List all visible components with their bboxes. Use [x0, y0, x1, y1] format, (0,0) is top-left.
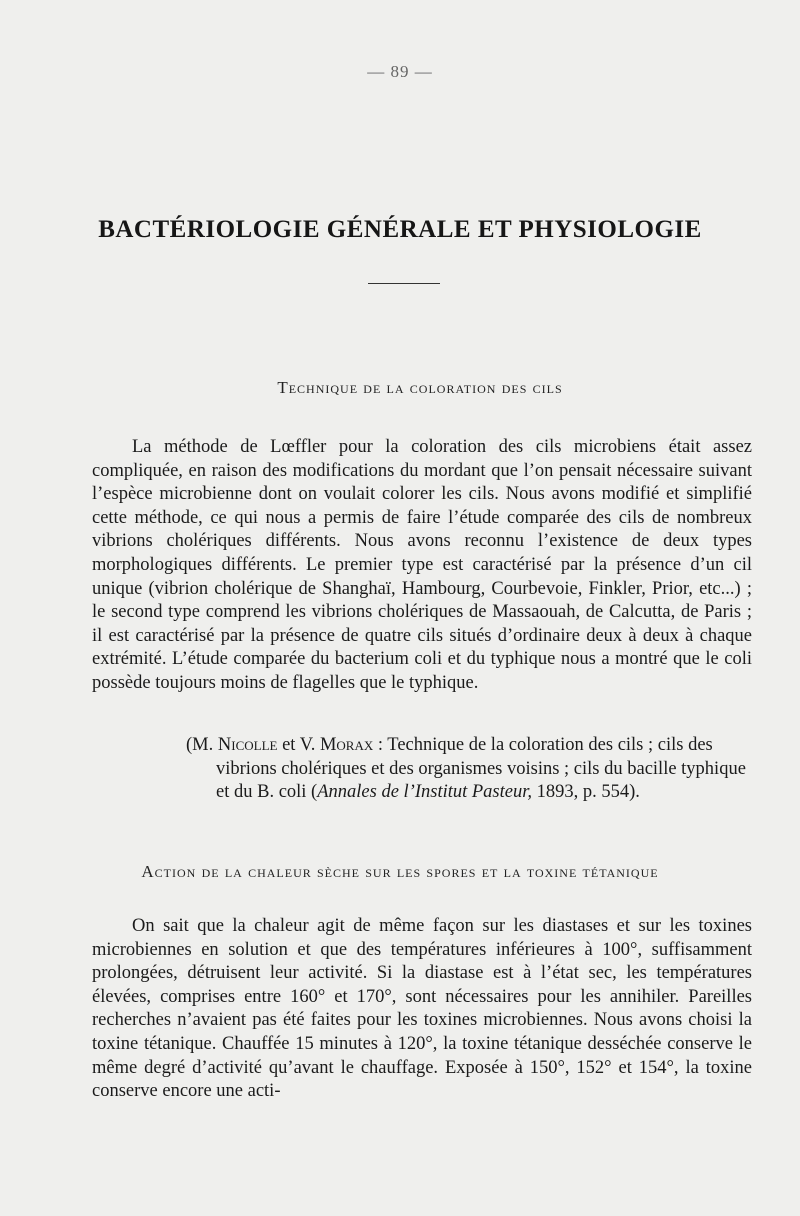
citation-nicolle-morax [186, 734, 752, 805]
page-title: BACTÉRIOLOGIE GÉNÉRALE ET PHYSIOLOGIE [98, 216, 702, 243]
citation-close: 1893, p. 554). [532, 782, 640, 803]
citation-journal: Annales de l’Institut Pasteur, [317, 782, 533, 803]
paragraph-chaleur: On sait que la chaleur agit de même façon sur les diastases et sur les toxines microbiennes en solution et que des températures inférieures à 100°, suffisamment prolongées, détruisent leur activité. Si la diastase est à l’état sec, les températures élevées, comprises entre 160° et 170°, sont nécessaires pour les annihiler. Pareilles recherches n’avaient pas été faites pour les toxines microbiennes. Nous avons choisi la toxine tétanique. Chauffée 15 minutes à 120°, la toxine tétanique desséchée conserve le même degré d’activité qu’avant le chauffage. Exposée à 150°, 152° et 154°, la toxine conserve encore une acti- [92, 916, 752, 1102]
citation-open: (M. [186, 735, 218, 755]
citation-and: et V. [277, 735, 320, 755]
paragraph-cils: La méthode de Lœffler pour la coloration des cils microbiens était assez compliquée, en raison des modifications du mordant que l’on pensait nécessaire suivant l’espèce microbienne dont on voulait colorer les cils. Nous avons modifié et simplifié cette méthode, ce qui nous a permis de faire l’étude comparée des cils de nombreux vibrions cholériques différents. Nous avons reconnu l’existence de deux types morphologiques différents. Le premier type est caractérisé par la présence d’un cil unique (vibrion cholérique de Shanghaï, Hambourg, Courbevoie, Finkler, Prior, etc...) ; le second type comprend les vibrions cholériques de Massaouah, de Calcutta, de Paris ; il est caractérisé par la présence de quatre cils situés d’ordinaire deux à deux à chaque extrémité. L’étude comparée du bacterium coli et du typhique nous a montré que le coli possède toujours moins de flagelles que le typhique. [92, 437, 752, 693]
page-number: — 89 — [367, 62, 433, 81]
citation-author-1: Nicolle [217, 735, 278, 755]
title-divider [368, 283, 440, 284]
citation-author-2: Morax [319, 735, 374, 755]
section-heading-chaleur: Action de la chaleur sèche sur les spores et la toxine tétanique [141, 862, 659, 881]
section-heading-cils: Technique de la coloration des cils [277, 378, 563, 397]
citation-text: : Technique de la coloration des cils ; cils des vibrions cholériques et des organismes voisins ; cils du bacille typhique et du B. coli ( [216, 735, 746, 803]
